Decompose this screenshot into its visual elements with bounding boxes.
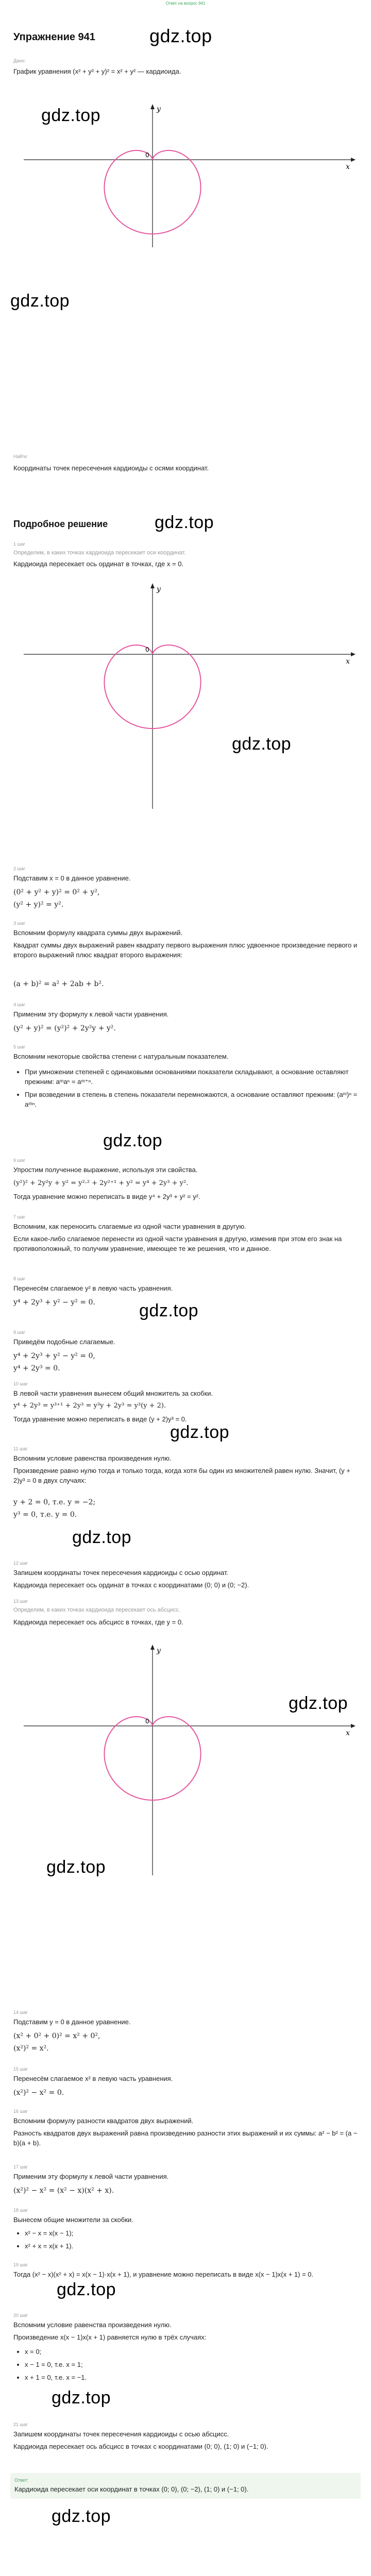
step-label: 8 шаг [13, 1276, 26, 1281]
step-label: 20 шаг [13, 2313, 28, 2318]
watermark: gdz.top [72, 1528, 132, 1547]
step-label: 7 шаг [13, 1214, 26, 1219]
watermark: gdz.top [103, 1131, 163, 1150]
step-label: 17 шаг [13, 2164, 28, 2170]
step-text: Тогда (x² − x)(x² + x) = x(x − 1)·x(x + 1), и уравнение можно переписать в виде x(x − 1)x(x + 1) = 0. [13, 2270, 314, 2278]
list-item: • x + 1 = 0, т.е. x = −1. [25, 2373, 359, 2383]
origin-label: 0 [145, 151, 149, 159]
step-label: 18 шаг [13, 2208, 28, 2213]
step-math: (a + b)² = a² + 2ab + b². [13, 980, 104, 988]
step-label: 2 шаг [13, 866, 26, 871]
step-text: Вынесем общие множители за скобки. [13, 2216, 133, 2224]
step-math: (x²)² − x² = (x² − x)(x² + x). [13, 2187, 114, 2195]
origin-label: 0 [145, 1718, 149, 1725]
step-text: В левой части уравнения вынесем общий множитель за скобки. [13, 1389, 213, 1397]
step-label: 16 шаг [13, 2109, 28, 2114]
list-item: • x² − x = x(x − 1); [25, 2229, 359, 2239]
list-item: • x² + x = x(x + 1). [25, 2242, 359, 2251]
answer-text: Кардиоида пересекает оси координат в точках (0; 0), (0; −2), (1; 0) и (−1; 0). [14, 2485, 249, 2494]
y-axis-label: y [157, 1647, 161, 1655]
step-text: Подставим x = 0 в данное уравнение. [13, 874, 131, 882]
step-text: Приведём подобные слагаемые. [13, 1338, 115, 1346]
x-axis-label: x [346, 1729, 350, 1737]
step-text: Разность квадратов двух выражений равна произведению разности этих выражений и их суммы: a² − b² = (a − b)(a + b). [13, 2129, 358, 2147]
step-text: Вспомним некоторые свойства степени с натуральным показателем. [13, 1053, 229, 1060]
watermark: gdz.top [149, 25, 212, 46]
y-axis-label: y [157, 105, 161, 113]
x-axis-label: x [346, 657, 350, 666]
watermark: gdz.top [46, 1857, 106, 1877]
step-text: Запишем координаты точек пересечения кардиоиды с осью ординат. [13, 1569, 229, 1577]
find-label: Найти: [13, 454, 28, 459]
list-item: • x − 1 = 0, т.е. x = 1; [25, 2360, 359, 2370]
answer-box [10, 2473, 361, 2499]
step-label: 13 шаг [13, 1599, 28, 1604]
step-text: Вспомним условие равенства произведения нулю. [13, 1454, 172, 1462]
list-item: • x = 0; [25, 2347, 359, 2357]
watermark: gdz.top [139, 1301, 199, 1320]
step-label: 6 шаг [13, 1158, 26, 1163]
step-math: y⁴ + 2y³ + y² − y² = 0, [13, 1352, 95, 1360]
step-math: y⁴ + 2y³ + y² − y² = 0. [13, 1298, 95, 1307]
step-text: Вспомним, как переносить слагаемые из одной части уравнения в другую. [13, 1223, 246, 1230]
step-text: Если какое-либо слагаемое перенести из одной части уравнения в другую, изменив при этом его знак на противоположный, то получим уравнение, имеющее те же решения, что и данное. [13, 1235, 342, 1252]
step-label: 10 шаг [13, 1381, 28, 1386]
step-math: y⁴ + 2y³ = 0. [13, 1364, 60, 1372]
watermark: gdz.top [52, 2388, 111, 2408]
step-label: 14 шаг [13, 2010, 28, 2015]
step-text: Применим эту формулу к левой части уравнения. [13, 1010, 169, 1018]
step-label: 12 шаг [13, 1561, 28, 1566]
top-banner[interactable]: Ответ на вопрос 941 [165, 1, 206, 6]
step-math: (x²)² = x². [13, 2044, 49, 2053]
step-text: Тогда уравнение можно переписать в виде (y + 2)y³ = 0. [13, 1415, 187, 1423]
answer-label: Ответ: [14, 2478, 29, 2483]
x-axis-label: x [346, 163, 350, 171]
step-label: 1 шаг [13, 541, 26, 547]
watermark: gdz.top [52, 2506, 111, 2526]
step-math: (y²)² + 2y²y + y² = y²·² + 2y²⁺¹ + y² = y⁴ + 2y³ + y². [13, 1179, 189, 1187]
step-label: 11 шаг [13, 1446, 28, 1451]
step-text: Подставим y = 0 в данное уравнение. [13, 2018, 131, 2026]
origin-label: 0 [145, 646, 149, 653]
step-text: Упростим полученное выражение, используя эти свойства. [13, 1166, 198, 1174]
step-text: Применим эту формулу к левой части уравнения. [13, 2173, 169, 2180]
step-math: (y² + y)² = y². [13, 901, 64, 909]
step-label: 5 шаг [13, 1044, 26, 1049]
step-math: y + 2 = 0, т.е. y = −2; [13, 1498, 96, 1506]
step-math: y⁴ + 2y³ = y³⁺¹ + 2y³ = y³y + 2y³ = y³(y + 2). [13, 1402, 166, 1410]
step-text: Кардиоида пересекает ось ординат в точках с координатами (0; 0) и (0; −2). [13, 1581, 249, 1589]
step-label: 9 шаг [13, 1330, 26, 1335]
step-text: Вспомним условие равенства произведения нулю. [13, 2321, 172, 2329]
step-label: 21 шаг [13, 2422, 28, 2427]
step-math: (x²)² − x² = 0. [13, 2089, 64, 2097]
step-text: Запишем координаты точек пересечения кардиоиды с осью абсцисс. [13, 2430, 229, 2438]
watermark: gdz.top [232, 734, 292, 754]
watermark: gdz.top [57, 2280, 116, 2299]
step-heading: Определим, в каких точках кардиоида пересекает ось абсцисс. [13, 1607, 180, 1613]
step-heading: Определим, в каких точках кардиоида пересекает оси координат. [13, 550, 186, 556]
step-text: Произведение равно нулю тогда и только тогда, когда хотя бы один из множителей равен нулю. Значит, (y + 2)y³ = 0 в двух случаях: [13, 1467, 350, 1484]
step-text: Кардиоида пересекает ось ординат в точках, где x = 0. [13, 560, 184, 568]
watermark: gdz.top [289, 1693, 348, 1713]
step-text: Вспомним формулу квадрата суммы двух выражений. [13, 929, 183, 937]
find-text: Координаты точек пересечения кардиоиды с осями координат. [13, 464, 209, 472]
step-label: 15 шаг [13, 2066, 28, 2072]
y-axis-label: y [157, 585, 161, 594]
step-text: Кардиоида пересекает ось абсцисс в точках с координатами (0; 0), (1; 0) и (−1; 0). [13, 2443, 268, 2450]
step-math: y³ = 0, т.е. y = 0. [13, 1511, 77, 1519]
watermark: gdz.top [41, 106, 101, 125]
bullet-list [13, 2347, 359, 2386]
step-text: Тогда уравнение можно переписать в виде y⁴ + 2y³ + y² = y². [13, 1193, 200, 1200]
cardioid-graph-3 [13, 1638, 359, 1880]
step-text: Произведение x(x − 1)x(x + 1) равняется нулю в трёх случаях: [13, 2333, 207, 2341]
list-item: • При умножении степеней с одинаковыми основаниями показатели складывают, а основание оставляют прежним: aᵐaⁿ = aᵐ⁺ⁿ. [25, 1067, 359, 1087]
solution-title: Подробное решение [13, 519, 108, 529]
step-math: (x² + 0² + 0)² = x² + 0², [13, 2032, 100, 2040]
step-label: 4 шаг [13, 1002, 26, 1007]
page-title: Упражнение 941 [13, 31, 95, 43]
list-item: • При возведении в степень в степень показатели перемножаются, а основание оставляют прежним: (aᵐ)ⁿ = aᵐⁿ. [25, 1090, 359, 1110]
step-math: (y² + y)² = (y²)² + 2y²y + y². [13, 1024, 116, 1032]
step-label: 19 шаг [13, 2262, 28, 2267]
watermark: gdz.top [170, 1422, 230, 1442]
given-label: Дано: [13, 58, 26, 63]
step-text: Квадрат суммы двух выражений равен квадрату первого выражения плюс удвоенное произведение первого и второго выражений плюс квадрат второго выражения: [13, 941, 358, 959]
given-text: График уравнения (x² + y² + y)² = x² + y² — кардиоида. [13, 67, 181, 75]
bullet-list [13, 2229, 359, 2255]
step-label: 3 шаг [13, 921, 26, 926]
step-text: Кардиоида пересекает ось абсцисс в точках, где y = 0. [13, 1618, 183, 1626]
watermark: gdz.top [155, 513, 214, 532]
step-text: Перенесём слагаемое x² в левую часть уравнения. [13, 2075, 173, 2082]
step-text: Вспомним формулу разности квадратов двух выражений. [13, 2117, 194, 2125]
bullet-list [13, 1067, 359, 1112]
watermark: gdz.top [10, 291, 70, 311]
step-math: (0² + y² + y)² = 0² + y², [13, 888, 100, 896]
step-text: Перенесём слагаемое y² в левую часть уравнения. [13, 1284, 173, 1292]
cardioid-graph-2 [13, 577, 359, 814]
